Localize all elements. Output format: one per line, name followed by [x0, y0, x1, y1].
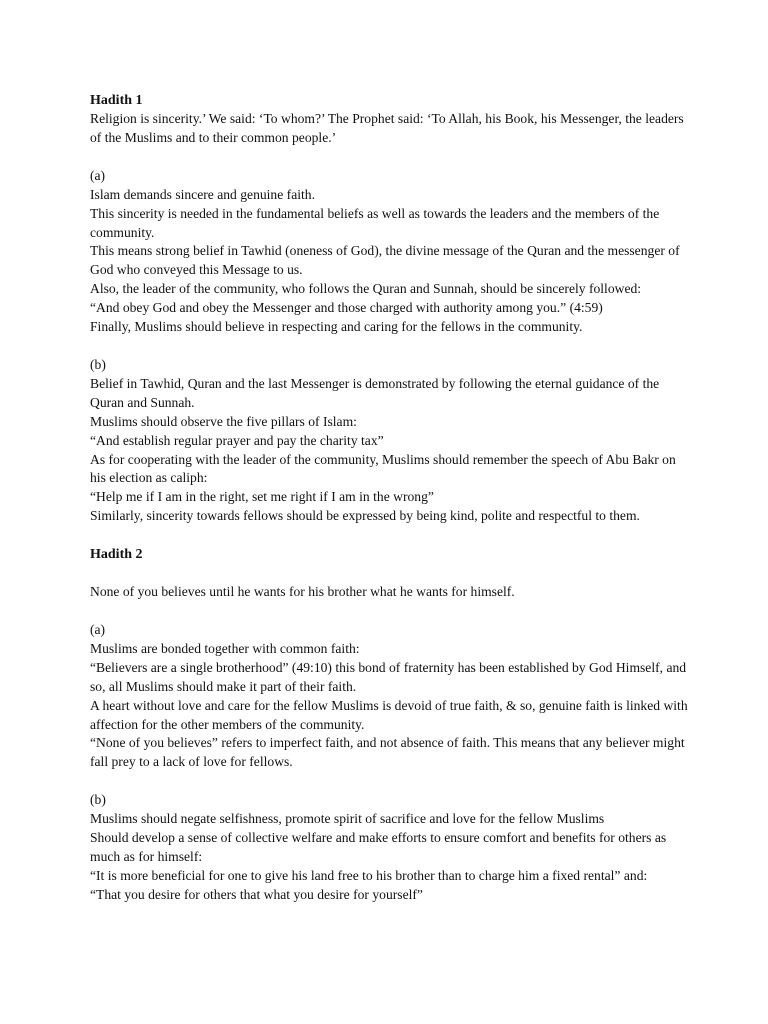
spacer [90, 602, 690, 621]
hadith-2-a-line: “Believers are a single brotherhood” (49:10) this bond of fraternity has been established by God Himself, and so, all Muslims should make it part of their faith. [90, 659, 687, 694]
hadith-2-b-line: Muslims should negate selfishness, promote spirit of sacrifice and love for the fellow Muslims [90, 811, 605, 827]
spacer [90, 564, 690, 583]
hadith-1-a-line: This sincerity is needed in the fundamental beliefs as well as towards the leaders and the members of the community. [90, 205, 660, 240]
hadith-2-b-line: Should develop a sense of collective welfare and make efforts to ensure comfort and benefits for others as much as for himself: [90, 830, 667, 864]
hadith-1-b-line: As for cooperating with the leader of the community, Muslims should remember the speech of Abu Bakr on his election as caliph: [90, 451, 676, 486]
hadith-2-a-line: A heart without love and care for the fellow Muslims is devoid of true faith, & so, genuine faith is linked with affection for the other members of the community. [90, 697, 688, 732]
hadith-1-b-label: (b) [90, 356, 106, 372]
document-page [90, 91, 690, 905]
hadith-1-a-line: Islam demands sincere and genuine faith. [90, 186, 315, 202]
hadith-1-b-line: Similarly, sincerity towards fellows should be expressed by being kind, polite and respectful to them. [90, 508, 640, 524]
hadith-1-a-line: This means strong belief in Tawhid (oneness of God), the divine message of the Quran and the messenger of God who conveyed this Message to us. [90, 243, 680, 278]
hadith-1-b-line: “And establish regular prayer and pay the charity tax” [90, 432, 384, 448]
hadith-2-text: None of you believes until he wants for his brother what he wants for himself. [90, 584, 515, 600]
hadith-2-b-line: “That you desire for others that what you desire for yourself” [90, 886, 423, 902]
spacer [90, 526, 690, 545]
hadith-2-a-line: “None of you believes” refers to imperfect faith, and not absence of faith. This means that any believer might fall prey to a lack of love for fellows. [90, 735, 685, 770]
hadith-2-a-line: Muslims are bonded together with common faith: [90, 640, 360, 656]
hadith-2-b-label: (b) [90, 792, 106, 808]
hadith-2-title: Hadith 2 [90, 547, 143, 563]
hadith-1-text: Religion is sincerity.’ We said: ‘To whom?’ The Prophet said: ‘To Allah, his Book, his Messenger, the leaders of the Muslims and to their common people.’ [90, 111, 684, 145]
hadith-1-a-line: Also, the leader of the community, who follows the Quran and Sunnah, should be sincerely followed: [90, 281, 642, 297]
hadith-1-b-line: Belief in Tawhid, Quran and the last Messenger is demonstrated by following the eternal guidance of the Quran and Sunnah. [90, 375, 660, 410]
hadith-1-b-line: “Help me if I am in the right, set me right if I am in the wrong” [90, 489, 434, 505]
spacer [90, 337, 690, 356]
hadith-1-title: Hadith 1 [90, 93, 143, 108]
hadith-1-a-line: Finally, Muslims should believe in respecting and caring for the fellows in the community. [90, 319, 583, 335]
hadith-2-b-line: “It is more beneficial for one to give his land free to his brother than to charge him a fixed rental” and: [90, 867, 648, 883]
hadith-2-a-label: (a) [90, 622, 106, 638]
spacer [90, 148, 690, 167]
hadith-1-b-line: Muslims should observe the five pillars of Islam: [90, 413, 357, 429]
hadith-1-a-line: “And obey God and obey the Messenger and those charged with authority among you.” (4:59) [90, 300, 603, 316]
hadith-1-a-label: (a) [90, 167, 106, 183]
spacer [90, 772, 690, 791]
